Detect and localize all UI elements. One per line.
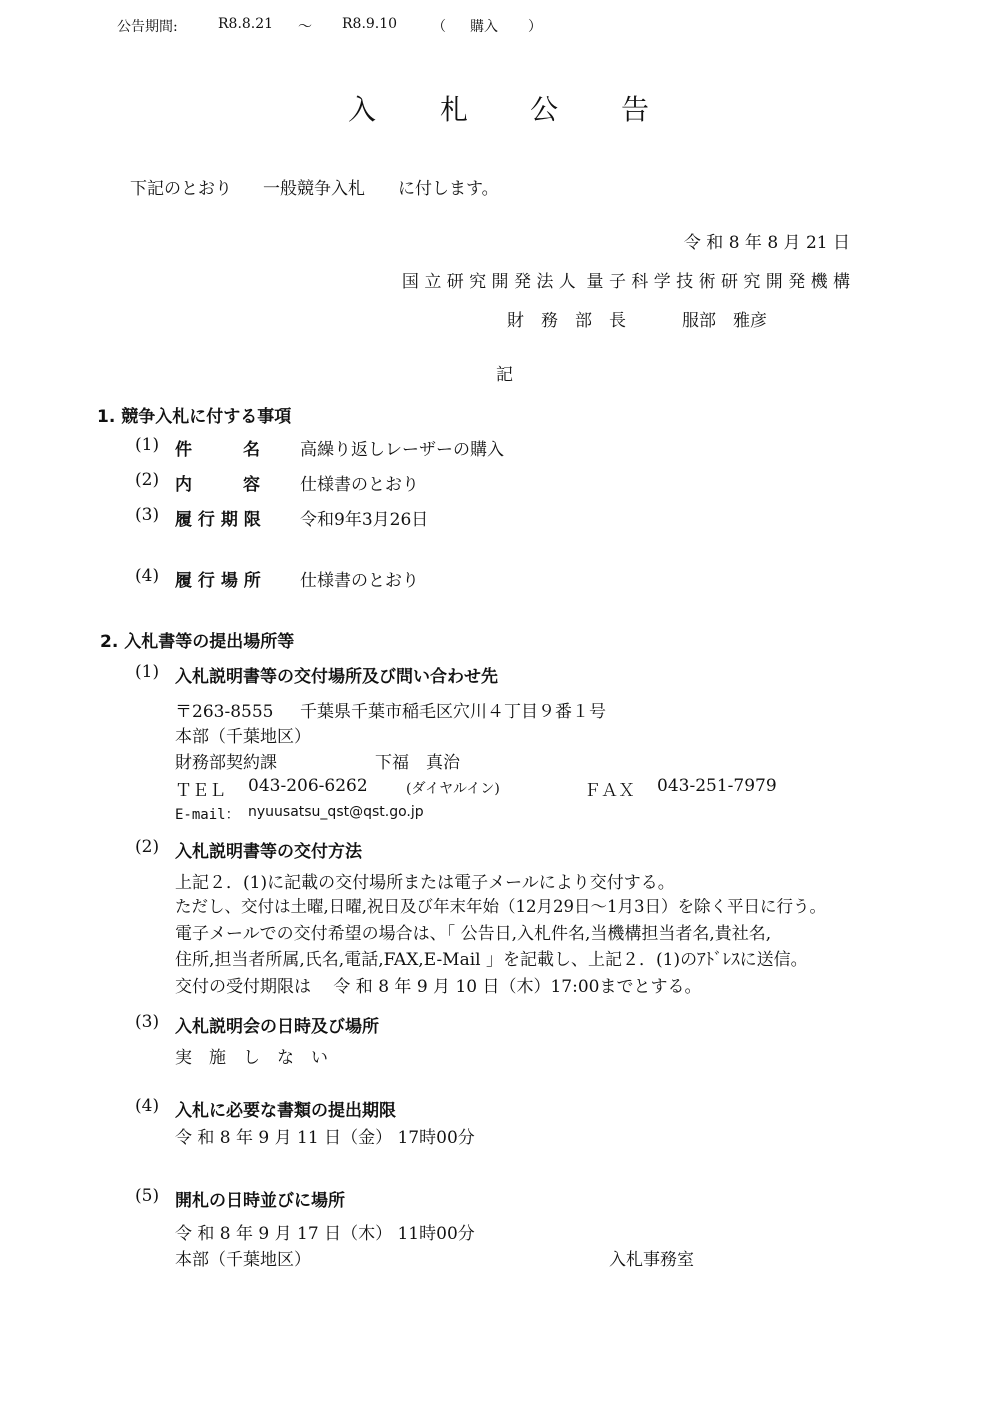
- type-paren-open: （: [432, 19, 446, 35]
- item3-number: (3): [135, 505, 160, 525]
- tel-number: 043-206-6262: [248, 776, 368, 796]
- delivery-line-1: 上記２．(1)に記載の交付場所または電子メールにより交付する。: [175, 873, 675, 893]
- email-label: E-mail：: [175, 807, 240, 823]
- item1-value: 高繰り返しレーザーの購入: [300, 440, 504, 460]
- delivery-line-4: 住所,担当者所属,氏名,電話,FAX,E-Mail 」を記載し、上記２．(1)のｱﾄﾞﾚｽに送信。: [175, 950, 808, 970]
- tel-label: ＴＥＬ: [175, 781, 226, 801]
- opening-room: 入札事務室: [609, 1250, 694, 1270]
- item1-number: (1): [135, 435, 160, 455]
- ki-mark: 記: [496, 365, 513, 385]
- sub2-number: (2): [135, 837, 160, 857]
- type-paren-close: ）: [528, 19, 542, 35]
- procurement-type: 購入: [470, 19, 498, 35]
- briefing-value: 実 施 し な い: [175, 1048, 328, 1068]
- opening-branch: 本部（千葉地区）: [175, 1250, 311, 1270]
- item1-label: 件 名: [175, 440, 260, 460]
- item4-label: 履 行 場 所: [175, 571, 261, 591]
- title-char-1: 入: [348, 93, 377, 126]
- notice-date: 令 和 8 年 8 月 21 日: [683, 233, 850, 253]
- period-separator: ～: [298, 19, 312, 35]
- period-start: R8.8.21: [218, 16, 274, 32]
- sub4-number: (4): [135, 1096, 160, 1116]
- contact-branch: 本部（千葉地区）: [175, 727, 311, 747]
- section1-heading: 1. 競争入札に付する事項: [97, 407, 292, 427]
- delivery-line-5: 交付の受付期限は 令 和 8 年 9 月 10 日（木）17:00までとする。: [175, 977, 702, 997]
- sub1-heading: 入札説明書等の交付場所及び問い合わせ先: [175, 667, 498, 687]
- intro-suffix: に付します。: [398, 179, 499, 199]
- sub4-heading: 入札に必要な書類の提出期限: [175, 1101, 396, 1121]
- period-label: 公告期間:: [117, 19, 178, 35]
- issuer-name: 服部 雅彦: [682, 311, 767, 331]
- title-char-3: 公: [530, 93, 559, 126]
- item3-label: 履 行 期 限: [175, 510, 261, 530]
- fax-number: 043-251-7979: [657, 776, 777, 796]
- sub5-heading: 開札の日時並びに場所: [175, 1191, 345, 1211]
- sub5-number: (5): [135, 1186, 160, 1206]
- title-char-2: 札: [440, 93, 469, 126]
- item2-value: 仕様書のとおり: [300, 475, 419, 495]
- postal-code: 〒263-8555: [175, 702, 274, 722]
- section2-heading: 2. 入札書等の提出場所等: [100, 632, 295, 652]
- sub2-heading: 入札説明書等の交付方法: [175, 842, 362, 862]
- contact-person: 下福 真治: [375, 753, 460, 773]
- issuer-position: 財 務 部 長: [507, 311, 626, 331]
- delivery-line-3: 電子メールでの交付希望の場合は、「 公告日,入札件名,当機構担当者名,貴社名,: [175, 924, 772, 944]
- tel-note: (ダイヤルイン): [406, 781, 500, 797]
- item4-value: 仕様書のとおり: [300, 571, 419, 591]
- intro-method: 一般競争入札: [263, 179, 365, 199]
- sub3-number: (3): [135, 1012, 160, 1032]
- delivery-line-2: ただし、交付は土曜,日曜,祝日及び年末年始（12月29日～1月3日）を除く平日に行う。: [175, 897, 826, 916]
- intro-prefix: 下記のとおり: [130, 179, 232, 199]
- item2-number: (2): [135, 470, 160, 490]
- sub3-heading: 入札説明会の日時及び場所: [175, 1017, 379, 1037]
- sub1-number: (1): [135, 662, 160, 682]
- address: 千葉県千葉市稲毛区穴川４丁目９番１号: [300, 702, 606, 722]
- issuer-organization: 国 立 研 究 開 発 法 人 量 子 科 学 技 術 研 究 開 発 機 構: [401, 272, 850, 292]
- contact-department: 財務部契約課: [175, 753, 277, 773]
- opening-datetime: 令 和 8 年 9 月 17 日（木） 11時00分: [175, 1224, 475, 1244]
- email-address: nyuusatsu_qst@qst.go.jp: [248, 804, 424, 820]
- item2-label: 内 容: [175, 475, 260, 495]
- item4-number: (4): [135, 566, 160, 586]
- submission-deadline: 令 和 8 年 9 月 11 日（金） 17時00分: [175, 1128, 475, 1148]
- item3-value: 令和9年3月26日: [300, 510, 429, 530]
- period-end: R8.9.10: [342, 16, 398, 32]
- fax-label: ＦＡＸ: [584, 781, 635, 801]
- title-char-4: 告: [621, 93, 650, 126]
